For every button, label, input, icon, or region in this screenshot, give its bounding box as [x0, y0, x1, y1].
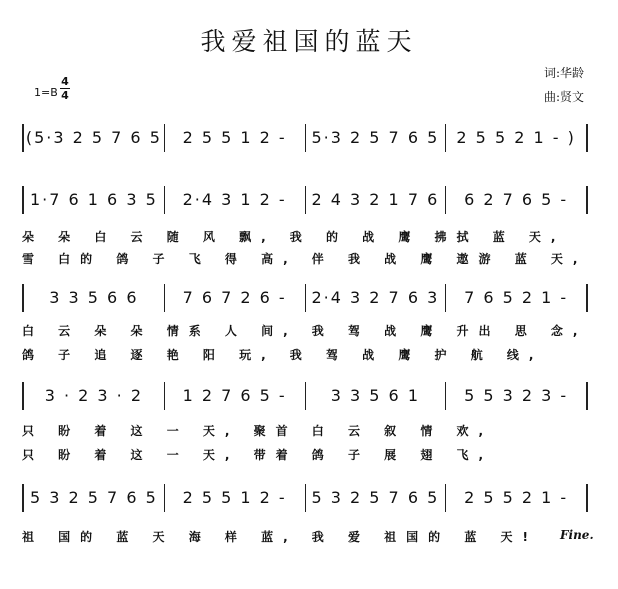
measure: 5 3 2 5 7 6 5	[305, 484, 446, 512]
time-signature-top: 4	[61, 75, 69, 88]
fine-mark: Fine.	[560, 528, 594, 542]
measure: 6 2 7 6 5 -	[445, 186, 588, 214]
key-signature: 1=B	[34, 86, 58, 99]
measure: 3 3 5 6 6	[22, 284, 164, 312]
measure: 1 2 7 6 5 -	[164, 382, 305, 410]
composer-credit: 曲:贤文	[543, 90, 584, 104]
measure: 2 5 5 2 1 - )	[445, 124, 588, 152]
lyric-line: 白 云 朵 朵 情系 人 间, 我 驾 战 鹰 升出 思 念,	[22, 324, 588, 338]
score-row-2	[22, 284, 588, 312]
measure: 2 5 5 1 2 -	[164, 484, 305, 512]
score-row-intro	[22, 124, 588, 152]
score-row-4	[22, 484, 588, 512]
measure: 3 3 5 6 1	[305, 382, 446, 410]
measure: 5·3 2 5 7 6 5	[305, 124, 446, 152]
song-title: 我爱祖国的蓝天	[200, 27, 418, 56]
measure: 5 5 3 2 3 -	[445, 382, 588, 410]
measure: 2 5 5 1 2 -	[164, 124, 305, 152]
measure: 2·4 3 1 2 -	[164, 186, 305, 214]
lyric-line: 雪 白的 鸽 子 飞 得 高, 伴 我 战 鹰 遨游 蓝 天,	[22, 252, 588, 266]
measure: 7 6 5 2 1 -	[445, 284, 588, 312]
score-row-1	[22, 186, 588, 214]
measure: 2·4 3 2 7 6 3	[305, 284, 446, 312]
lyric-line: 只 盼 着 这 一 天, 带着 鸽 子 展 翅 飞,	[22, 448, 494, 462]
lyric-line: 只 盼 着 这 一 天, 聚首 白 云 叙 情 欢,	[22, 424, 494, 438]
time-signature	[60, 76, 70, 101]
measure: 1·7 6 1 6 3 5	[22, 186, 164, 214]
measure: 3 · 2 3 · 2	[22, 382, 164, 410]
time-signature-bottom: 4	[61, 89, 69, 102]
lyricist-credit: 词:华龄	[543, 66, 584, 80]
measure: 2 4 3 2 1 7 6	[305, 186, 446, 214]
lyric-line: 朵 朵 白 云 随 风 飘, 我 的 战 鹰 拂拭 蓝 天,	[22, 230, 566, 244]
lyric-line: 祖 国的 蓝 天 海 样 蓝, 我 爱 祖国的 蓝 天!	[22, 530, 538, 544]
measure: (5·3 2 5 7 6 5	[22, 124, 164, 152]
measure: 5 3 2 5 7 6 5	[22, 484, 164, 512]
measure: 7 6 7 2 6 -	[164, 284, 305, 312]
score-row-3	[22, 382, 588, 410]
measure: 2 5 5 2 1 -	[445, 484, 588, 512]
lyric-line: 鸽 子 追 逐 艳 阳 玩, 我 驾 战 鹰 护 航 线,	[22, 348, 544, 362]
